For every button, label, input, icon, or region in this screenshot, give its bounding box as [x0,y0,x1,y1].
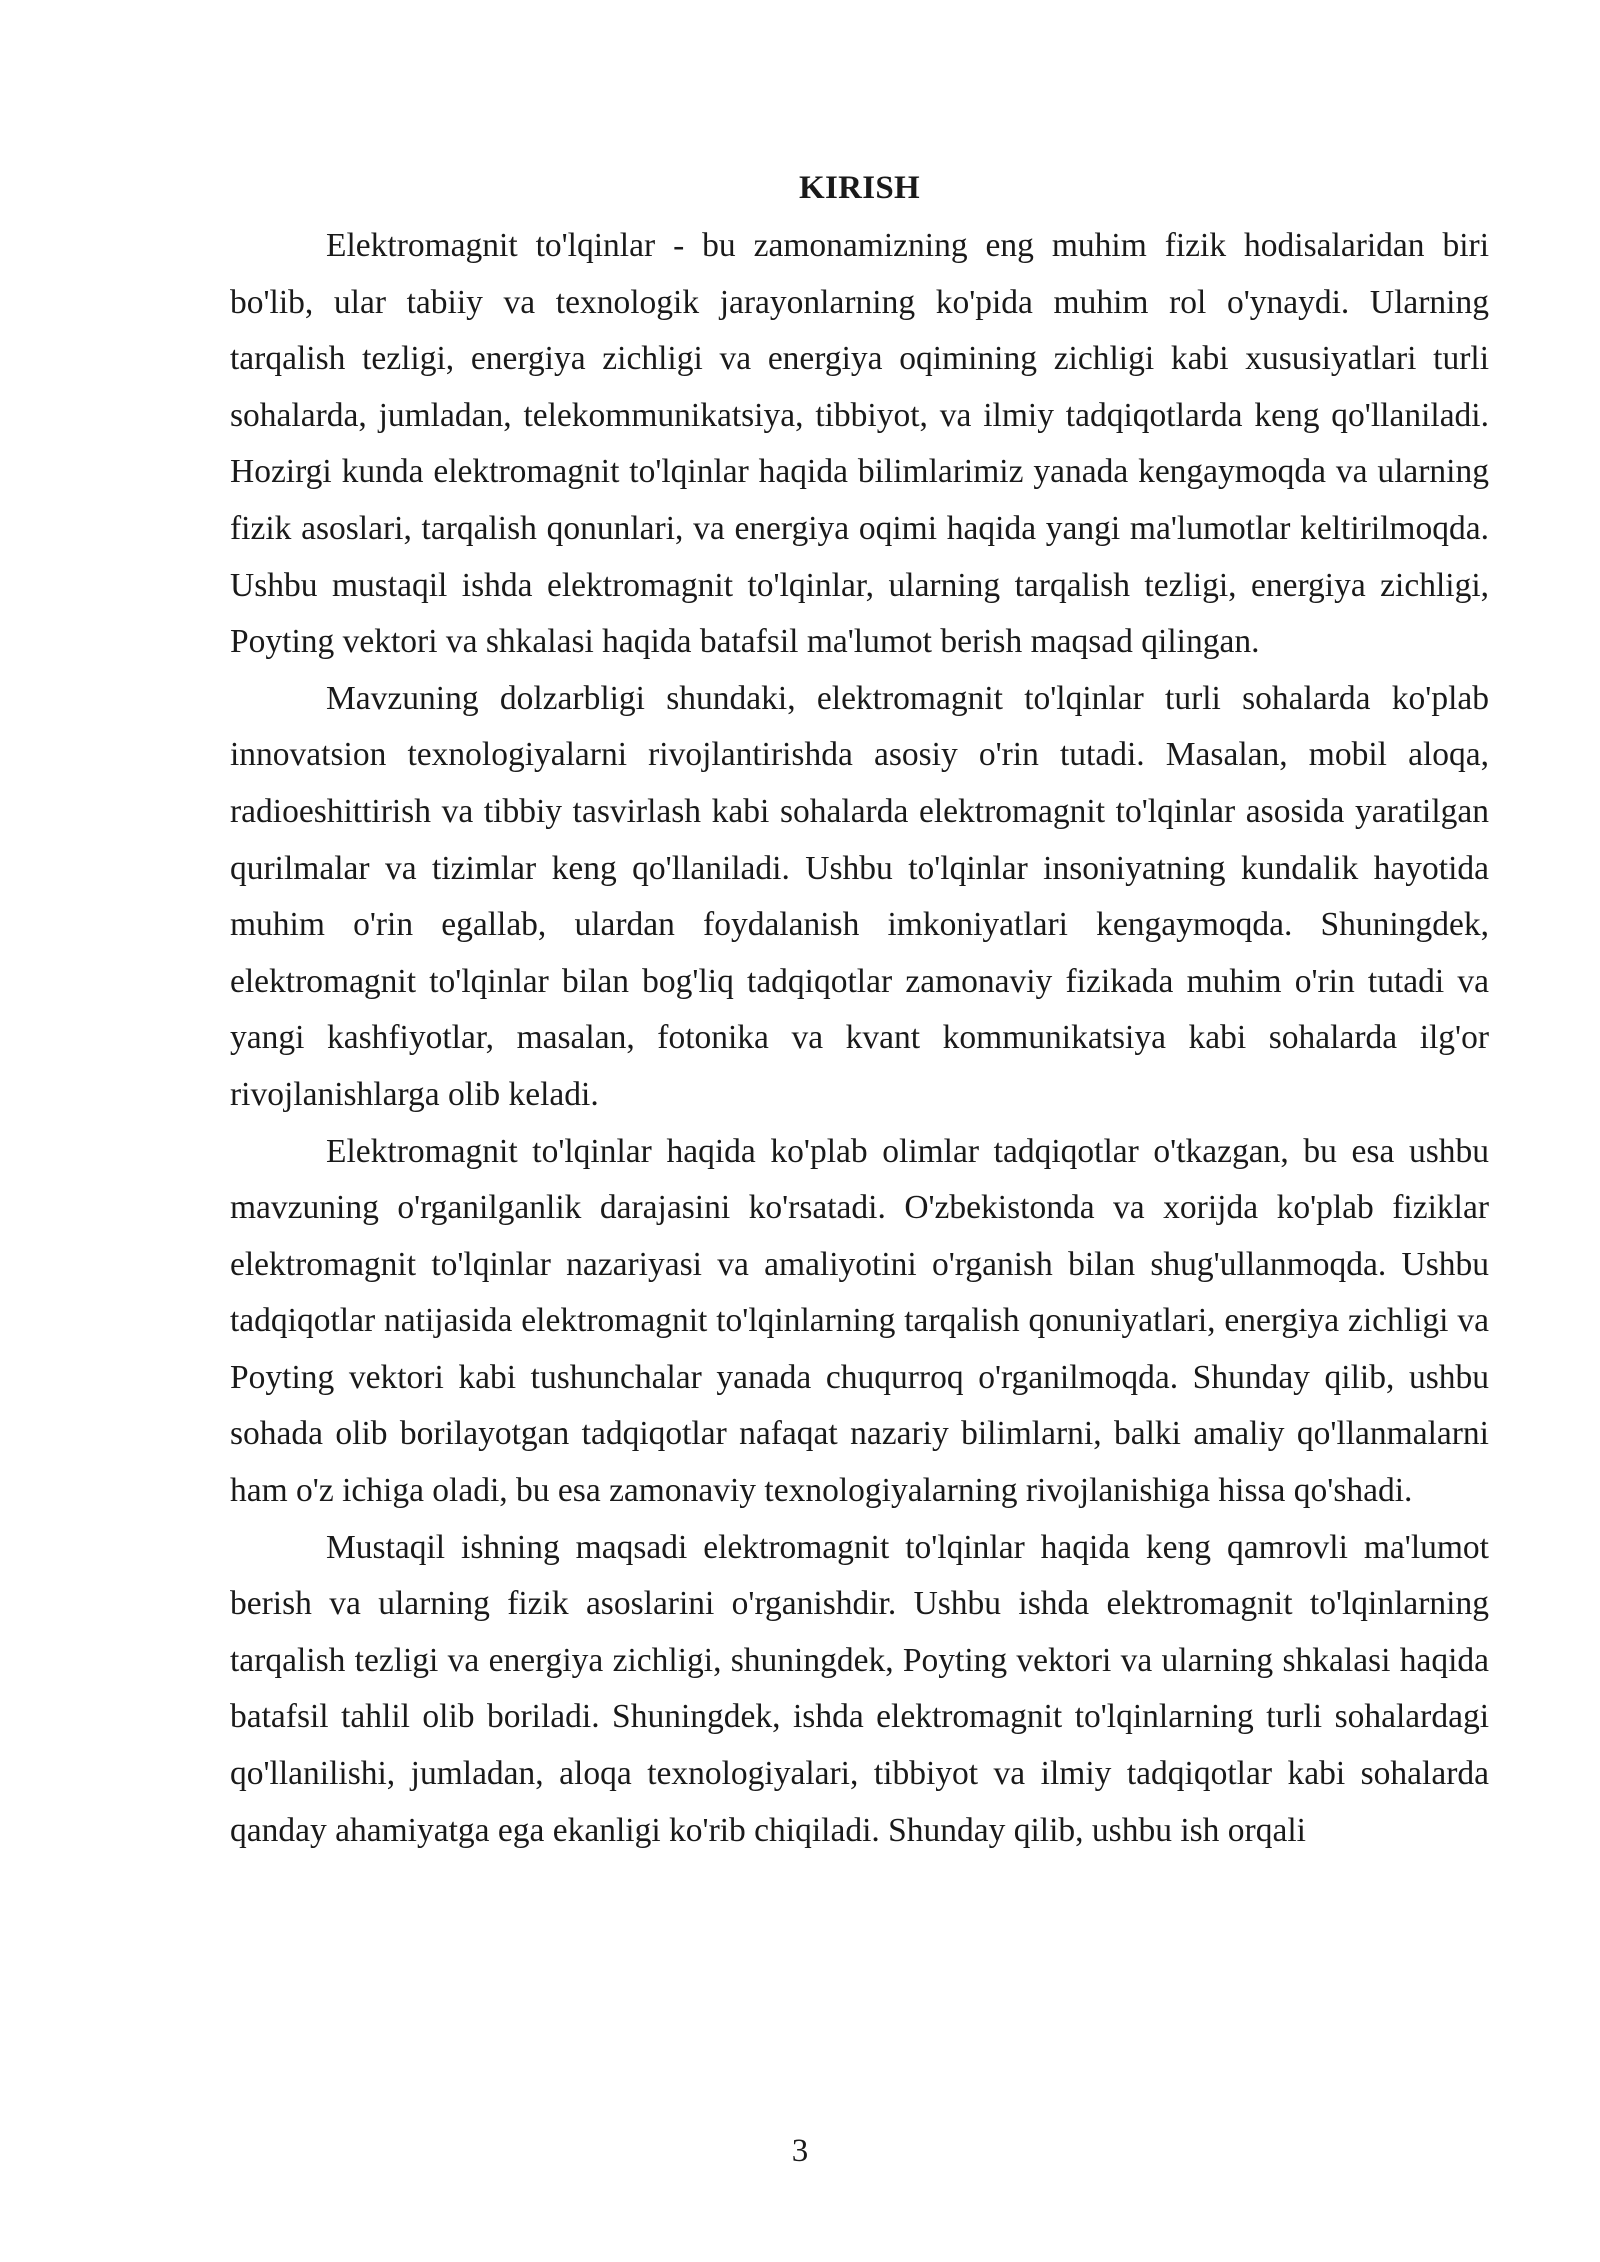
paragraph-research-level: Elektromagnit to'lqinlar haqida ko'plab olimlar tadqiqotlar o'tkazgan, bu esa ushbu mavzuning o'rganilganlik darajasini ko'rsatadi. O'zbekistonda va xorijda ko'plab fiziklar elektromagnit to'lqinlar nazariyasi va amaliyotini o'rganish bilan shug'ullanmoqda. Ushbu tadqiqotlar natijasida elektromagnit to'lqinlarning tarqalish qonuniyatlari, energiya zichligi va Poyting vektori kabi tushunchalar yanada chuqurroq o'rganilmoqda. Shunday qilib, ushbu sohada olib borilayotgan tadqiqotlar nafaqat nazariy bilimlarni, balki amaliy qo'llanmalarni ham o'z ichiga oladi, bu esa zamonaviy texnologiyalarning rivojlanishiga hissa qo'shadi. [230,1132,1489,1510]
paragraph-introduction: Elektromagnit to'lqinlar - bu zamonamizning eng muhim fizik hodisalaridan biri bo'lib, ular tabiiy va texnologik jarayonlarning ko'pida muhim rol o'ynaydi. Ularning tarqalish tezligi, energiya zichligi va energiya oqimining zichligi kabi xususiyatlari turli sohalarda, jumladan, telekommunikatsiya, tibbiyot, va ilmiy tadqiqotlarda keng qo'llaniladi. Hozirgi kunda elektromagnit to'lqinlar haqida bilimlarimiz yanada kengaymoqda va ularning fizik asoslari, tarqalish qonunlari, va energiya oqimi haqida yangi ma'lumotlar keltirilmoqda. Ushbu mustaqil ishda elektromagnit to'lqinlar, ularning tarqalish tezligi, energiya zichligi, Poyting vektori va shkalasi haqida batafsil ma'lumot berish maqsad qilingan. [230,227,1489,661]
page-number: 3 [791,2133,809,2169]
page-title: KIRISH [798,170,920,206]
paragraph-purpose: Mustaqil ishning maqsadi elektromagnit to'lqinlar haqida keng qamrovli ma'lumot berish va ularning fizik asoslarini o'rganishdir. Ushbu ishda elektromagnit to'lqinlarning tarqalish tezligi va energiya zichligi, shuningdek, Poyting vektori va ularning shkalasi haqida batafsil tahlil olib boriladi. Shuningdek, ishda elektromagnit to'lqinlarning turli sohalardagi qo'llanilishi, jumladan, aloqa texnologiyalari, tibbiyot va ilmiy tadqiqotlar kabi sohalarda qanday ahamiyatga ega ekanligi ko'rib chiqiladi. Shunday qilib, ushbu ish orqali [230,1528,1489,1849]
paragraph-relevance: Mavzuning dolzarbligi shundaki, elektromagnit to'lqinlar turli sohalarda ko'plab innovatsion texnologiyalarni rivojlantirishda asosiy o'rin tutadi. Masalan, mobil aloqa, radioeshittirish va tibbiy tasvirlash kabi sohalarda elektromagnit to'lqinlar asosida yaratilgan qurilmalar va tizimlar keng qo'llaniladi. Ushbu to'lqinlar insoniyatning kundalik hayotida muhim o'rin egallab, ulardan foydalanish imkoniyatlari kengaymoqda. Shuningdek, elektromagnit to'lqinlar bilan bog'liq tadqiqotlar zamonaviy fizikada muhim o'rin tutadi va yangi kashfiyotlar, masalan, fotonika va kvant kommunikatsiya kabi sohalarda ilg'or rivojlanishlarga olib keladi. [230,679,1489,1113]
page-content [230,160,1489,1859]
